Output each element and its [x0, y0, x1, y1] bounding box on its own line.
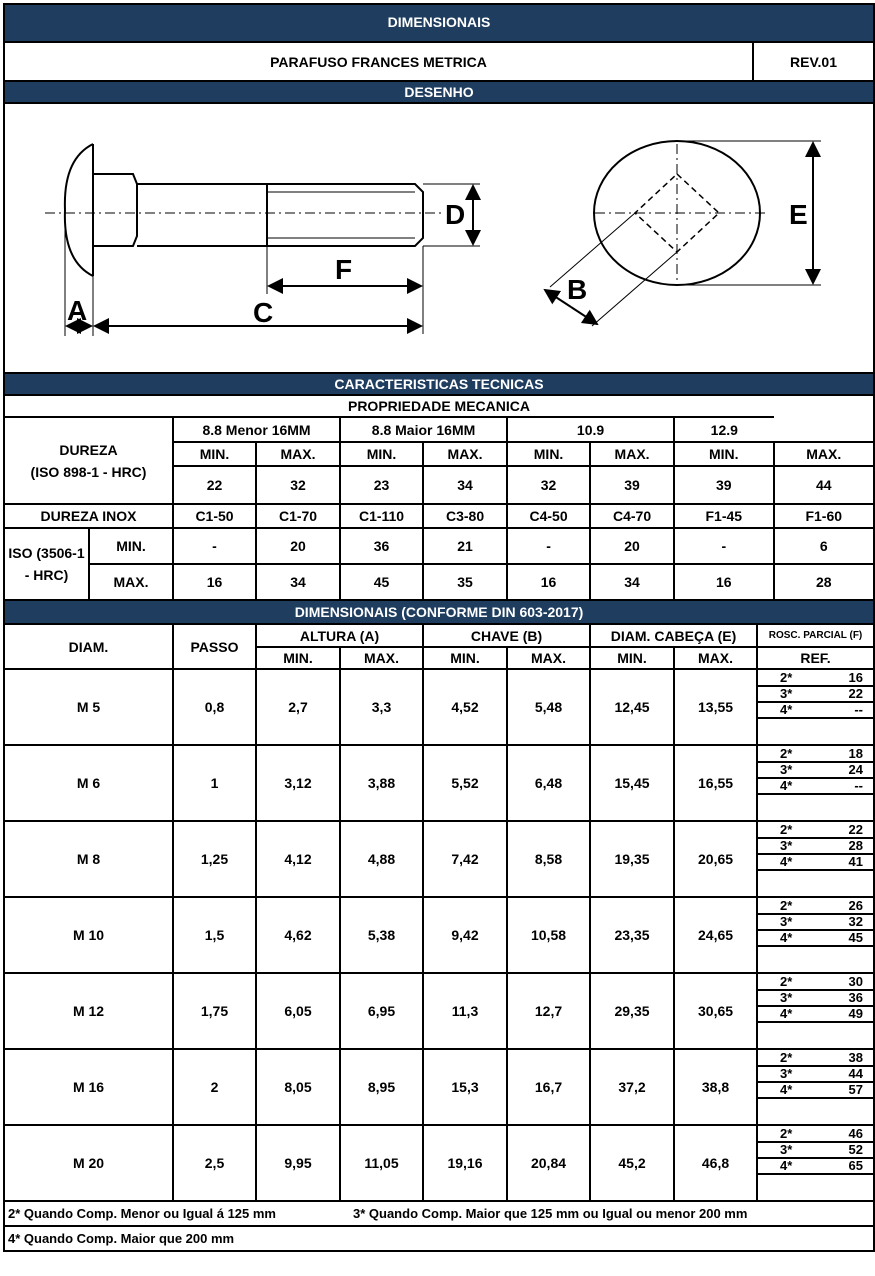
chave-header: CHAVE (B) [423, 625, 590, 647]
ref-value: 57 [816, 1082, 873, 1098]
class-8-8-maior: 8.8 Maior 16MM [340, 417, 507, 442]
value-cell: 34 [256, 564, 340, 600]
inox-class: C4-50 [507, 504, 590, 528]
ref-value: -- [816, 702, 873, 718]
value-cell: 44 [774, 466, 873, 504]
value-cell: 45 [340, 564, 423, 600]
ref-value: 32 [816, 914, 873, 930]
ref-code: 4* [758, 702, 815, 718]
ref-value: 24 [816, 762, 873, 778]
ref-table [758, 1050, 873, 1099]
tech-title: CARACTERISTICAS TECNICAS [5, 374, 873, 396]
col-min: MIN. [507, 442, 590, 466]
ref-row [758, 702, 873, 718]
ref-cell [757, 1125, 873, 1201]
ref-row [758, 746, 873, 762]
drawing-title: DESENHO [5, 82, 873, 104]
ref-table [758, 822, 873, 871]
ref-code: 3* [758, 990, 815, 1006]
value-cell: 23,35 [590, 897, 674, 973]
ref-value: 38 [816, 1050, 873, 1066]
altura-header: ALTURA (A) [256, 625, 423, 647]
ref-cell [757, 821, 873, 897]
inox-class: C1-70 [256, 504, 340, 528]
ref-table [758, 974, 873, 1023]
value-cell: 13,55 [674, 669, 757, 745]
col-max: MAX. [507, 647, 590, 669]
cabeca-header: DIAM. CABEÇA (E) [590, 625, 757, 647]
diam-cell: M 6 [5, 745, 173, 821]
table-row [5, 1125, 873, 1201]
value-cell: 3,88 [340, 745, 423, 821]
value-cell: 4,12 [256, 821, 340, 897]
value-cell: 32 [507, 466, 590, 504]
label-a: A [67, 295, 88, 326]
table-row [5, 745, 873, 821]
bolt-head-view [594, 141, 765, 285]
col-min: MIN. [340, 442, 423, 466]
footnotes [5, 1202, 873, 1250]
value-cell: 8,58 [507, 821, 590, 897]
label-e: E [789, 199, 808, 230]
col-min: MIN. [590, 647, 674, 669]
footnote-4: 4* Quando Comp. Maior que 200 mm [8, 1231, 235, 1246]
value-cell: 4,52 [423, 669, 507, 745]
ref-value: 65 [816, 1158, 873, 1174]
product-name: PARAFUSO FRANCES METRICA [5, 43, 753, 81]
spec-sheet [3, 3, 875, 1252]
ref-value: 46 [816, 1126, 873, 1142]
value-cell: 3,12 [256, 745, 340, 821]
value-cell: 39 [674, 466, 773, 504]
value-cell: 35 [423, 564, 507, 600]
value-cell: 29,35 [590, 973, 674, 1049]
value-cell: 22 [173, 466, 256, 504]
value-cell: 3,3 [340, 669, 423, 745]
mechanical-table [5, 416, 873, 601]
table-row [5, 1049, 873, 1125]
col-max: MAX. [340, 647, 423, 669]
footnote-2: 2* Quando Comp. Menor ou Igual á 125 mm [5, 1202, 350, 1226]
ref-code: 4* [758, 1006, 815, 1022]
ref-value: 16 [816, 670, 873, 686]
value-cell: 20,65 [674, 821, 757, 897]
value-cell: 20,84 [507, 1125, 590, 1201]
ref-row [758, 898, 873, 914]
ref-row [758, 1082, 873, 1098]
ref-code: 3* [758, 1142, 815, 1158]
ref-row [758, 1006, 873, 1022]
value-cell: 39 [590, 466, 674, 504]
ref-row [758, 1158, 873, 1174]
dureza-standard: (ISO 898-1 - HRC) [30, 463, 147, 480]
value-cell: 4,62 [256, 897, 340, 973]
ref-row [758, 854, 873, 870]
value-cell: 15,45 [590, 745, 674, 821]
table-row [5, 897, 873, 973]
passo-header: PASSO [173, 625, 256, 669]
value-cell: 19,16 [423, 1125, 507, 1201]
class-10-9: 10.9 [507, 417, 674, 442]
ref-cell [757, 973, 873, 1049]
diam-cell: M 5 [5, 669, 173, 745]
ref-row [758, 930, 873, 946]
ref-value: 18 [816, 746, 873, 762]
ref-cell [757, 669, 873, 745]
ref-code: 4* [758, 1082, 815, 1098]
dim-title: DIMENSIONAIS (CONFORME DIN 603-2017) [5, 601, 873, 625]
col-min: MIN. [423, 647, 507, 669]
value-cell: 30,65 [674, 973, 757, 1049]
ref-row [758, 838, 873, 854]
value-cell: 1 [173, 745, 256, 821]
ref-row [758, 686, 873, 702]
dureza-label [5, 417, 173, 504]
value-cell: 46,8 [674, 1125, 757, 1201]
ref-code: 3* [758, 686, 815, 702]
class-12-9: 12.9 [674, 417, 773, 442]
value-cell: 9,42 [423, 897, 507, 973]
value-cell: 16,55 [674, 745, 757, 821]
label-d: D [445, 199, 466, 230]
diam-cell: M 8 [5, 821, 173, 897]
ref-code: 2* [758, 974, 815, 990]
inox-class: C4-70 [590, 504, 674, 528]
ref-row [758, 990, 873, 1006]
value-cell: 1,5 [173, 897, 256, 973]
col-min: MIN. [256, 647, 340, 669]
value-cell: 15,3 [423, 1049, 507, 1125]
ref-code: 2* [758, 898, 815, 914]
ref-cell [757, 1049, 873, 1125]
value-cell: 21 [423, 528, 507, 564]
iso-label: ISO (3506-1 - HRC) [5, 528, 89, 600]
value-cell: 11,3 [423, 973, 507, 1049]
value-cell: 45,2 [590, 1125, 674, 1201]
value-cell: 8,05 [256, 1049, 340, 1125]
col-ref: REF. [757, 647, 873, 669]
value-cell: 34 [423, 466, 507, 504]
ref-value: 49 [816, 1006, 873, 1022]
ref-code: 3* [758, 914, 815, 930]
value-cell: 12,7 [507, 973, 590, 1049]
inox-class: C1-50 [173, 504, 256, 528]
value-cell: 10,58 [507, 897, 590, 973]
value-cell: 11,05 [340, 1125, 423, 1201]
value-cell: 38,8 [674, 1049, 757, 1125]
value-cell: 1,75 [173, 973, 256, 1049]
value-cell: 20 [256, 528, 340, 564]
col-max: MAX. [423, 442, 507, 466]
col-max: MAX. [674, 647, 757, 669]
label-c: C [253, 297, 274, 328]
col-max: MAX. [774, 442, 873, 466]
ref-row [758, 1126, 873, 1142]
dureza-inox-label: DUREZA INOX [5, 504, 173, 528]
dimensions-table [5, 625, 873, 1202]
inox-class: F1-60 [774, 504, 873, 528]
ref-code: 2* [758, 670, 815, 686]
rosc-header: ROSC. PARCIAL (F) [757, 625, 873, 647]
subtitle-row [5, 43, 873, 82]
value-cell: 2,7 [256, 669, 340, 745]
value-cell: 5,52 [423, 745, 507, 821]
ref-row [758, 778, 873, 794]
ref-code: 3* [758, 838, 815, 854]
ref-code: 3* [758, 1066, 815, 1082]
ref-value: 30 [816, 974, 873, 990]
ref-value: 52 [816, 1142, 873, 1158]
ref-row [758, 1142, 873, 1158]
inox-class: C1-110 [340, 504, 423, 528]
ref-value: 22 [816, 686, 873, 702]
diam-cell: M 16 [5, 1049, 173, 1125]
ref-row [758, 1050, 873, 1066]
ref-code: 4* [758, 1158, 815, 1174]
ref-code: 3* [758, 762, 815, 778]
value-cell: 24,65 [674, 897, 757, 973]
dimensions-body [5, 669, 873, 1201]
value-cell: 32 [256, 466, 340, 504]
value-cell: 6 [774, 528, 873, 564]
ref-table [758, 898, 873, 947]
ref-row [758, 914, 873, 930]
col-min: MIN. [173, 442, 256, 466]
label-f: F [335, 254, 353, 285]
ref-table [758, 1126, 873, 1175]
value-cell: 2 [173, 1049, 256, 1125]
value-cell: - [507, 528, 590, 564]
ref-code: 4* [758, 854, 815, 870]
value-cell: 19,35 [590, 821, 674, 897]
label-b: B [567, 274, 588, 305]
value-cell: 7,42 [423, 821, 507, 897]
value-cell: 16 [674, 564, 773, 600]
ref-row [758, 762, 873, 778]
ref-cell [757, 745, 873, 821]
tech-subtitle: PROPRIEDADE MECANICA [347, 398, 530, 414]
table-row [5, 669, 873, 745]
ref-value: 22 [816, 822, 873, 838]
ref-value: 45 [816, 930, 873, 946]
value-cell: 36 [340, 528, 423, 564]
value-cell: 16 [173, 564, 256, 600]
value-cell: 28 [774, 564, 873, 600]
value-cell: 0,8 [173, 669, 256, 745]
revision: REV.01 [753, 43, 873, 81]
value-cell: 5,48 [507, 669, 590, 745]
col-max: MAX. [256, 442, 340, 466]
value-cell: 6,48 [507, 745, 590, 821]
inox-class: C3-80 [423, 504, 507, 528]
ref-table [758, 746, 873, 795]
ref-value: -- [816, 778, 873, 794]
ref-code: 2* [758, 822, 815, 838]
ref-row [758, 670, 873, 686]
value-cell: 2,5 [173, 1125, 256, 1201]
ref-row [758, 1066, 873, 1082]
value-cell: - [173, 528, 256, 564]
diam-header: DIAM. [5, 625, 173, 669]
value-cell: 16,7 [507, 1049, 590, 1125]
bolt-drawing [5, 104, 873, 372]
diam-cell: M 10 [5, 897, 173, 973]
value-cell: 6,95 [340, 973, 423, 1049]
footnote-3: 3* Quando Comp. Maior que 125 mm ou Igual ou menor 200 mm [350, 1202, 873, 1226]
value-cell: 1,25 [173, 821, 256, 897]
value-cell: 23 [340, 466, 423, 504]
ref-value: 41 [816, 854, 873, 870]
value-cell: - [674, 528, 773, 564]
value-cell: 5,38 [340, 897, 423, 973]
page-title: DIMENSIONAIS [5, 5, 873, 43]
value-cell: 6,05 [256, 973, 340, 1049]
ref-value: 44 [816, 1066, 873, 1082]
dureza-title: DUREZA [59, 441, 118, 458]
diam-cell: M 20 [5, 1125, 173, 1201]
col-min: MIN. [674, 442, 773, 466]
ref-value: 26 [816, 898, 873, 914]
row-max: MAX. [89, 564, 173, 600]
value-cell: 34 [590, 564, 674, 600]
ref-code: 2* [758, 1050, 815, 1066]
ref-row [758, 822, 873, 838]
value-cell: 12,45 [590, 669, 674, 745]
value-cell: 9,95 [256, 1125, 340, 1201]
ref-table [758, 670, 873, 719]
ref-value: 36 [816, 990, 873, 1006]
ref-code: 4* [758, 930, 815, 946]
value-cell: 8,95 [340, 1049, 423, 1125]
ref-code: 2* [758, 1126, 815, 1142]
value-cell: 37,2 [590, 1049, 674, 1125]
ref-row [758, 974, 873, 990]
ref-code: 4* [758, 778, 815, 794]
table-row [5, 821, 873, 897]
col-max: MAX. [590, 442, 674, 466]
row-min: MIN. [89, 528, 173, 564]
class-8-8-menor: 8.8 Menor 16MM [173, 417, 340, 442]
technical-drawing [5, 104, 873, 374]
value-cell: 20 [590, 528, 674, 564]
ref-code: 2* [758, 746, 815, 762]
ref-cell [757, 897, 873, 973]
diam-cell: M 12 [5, 973, 173, 1049]
table-row [5, 973, 873, 1049]
value-cell: 4,88 [340, 821, 423, 897]
value-cell: 16 [507, 564, 590, 600]
inox-class: F1-45 [674, 504, 773, 528]
bolt-side-view [65, 144, 423, 276]
ref-value: 28 [816, 838, 873, 854]
